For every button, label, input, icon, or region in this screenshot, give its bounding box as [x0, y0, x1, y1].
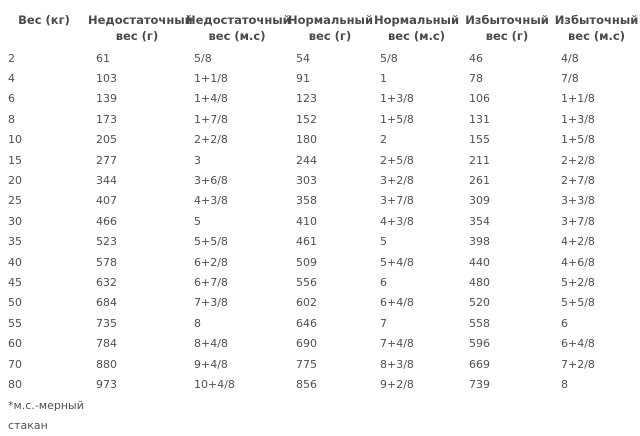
footnote-line-2: стакан — [8, 419, 48, 432]
table-cell: 60 — [8, 337, 22, 351]
table-cell: 244 — [296, 153, 317, 167]
column-header-line: Избыточный — [554, 13, 639, 27]
table-row — [0, 48, 640, 68]
table-cell: 358 — [296, 194, 317, 208]
table-cell: 1+4/8 — [194, 92, 228, 106]
table-row — [0, 211, 640, 231]
table-cell: 6+4/8 — [561, 337, 595, 351]
table-cell: 131 — [469, 112, 490, 126]
table-cell: 407 — [96, 194, 117, 208]
table-row — [0, 252, 640, 272]
table-cell: 46 — [469, 51, 483, 65]
table-cell: 91 — [296, 72, 310, 86]
table-cell: 35 — [8, 235, 22, 249]
column-header-line: вес (г) — [485, 29, 529, 43]
table-cell: 70 — [8, 357, 22, 371]
table-cell: 2+2/8 — [561, 153, 595, 167]
table-cell: 4/8 — [561, 51, 579, 65]
table-cell: 152 — [296, 112, 317, 126]
table-cell: 344 — [96, 174, 117, 188]
column-header-line: Вес (кг) — [18, 13, 70, 27]
table-cell: 523 — [96, 235, 117, 249]
table-cell: 9+4/8 — [194, 357, 228, 371]
table-cell: 7+2/8 — [561, 357, 595, 371]
table-cell: 669 — [469, 357, 490, 371]
table-cell: 3+2/8 — [380, 174, 414, 188]
table-cell: 578 — [96, 255, 117, 269]
table-cell: 556 — [296, 275, 317, 289]
table-cell: 5+2/8 — [561, 275, 595, 289]
table-cell: 277 — [96, 153, 117, 167]
table-cell: 466 — [96, 214, 117, 228]
table-header — [0, 0, 640, 48]
table-row — [0, 170, 640, 190]
table-cell: 303 — [296, 174, 317, 188]
header-row — [0, 0, 640, 48]
table-cell: 596 — [469, 337, 490, 351]
table-cell: 61 — [96, 51, 110, 65]
table-cell: 180 — [296, 133, 317, 147]
table-cell: 8 — [561, 377, 568, 391]
table-cell: 205 — [96, 133, 117, 147]
column-header-line: Недостаточный — [88, 13, 193, 27]
table-cell: 7 — [380, 316, 387, 330]
table-cell: 602 — [296, 296, 317, 310]
table-row — [0, 313, 640, 333]
table-cell: 20 — [8, 174, 22, 188]
table-cell: 103 — [96, 72, 117, 86]
table-cell: 5+5/8 — [561, 296, 595, 310]
table-cell: 775 — [296, 357, 317, 371]
column-header-line: Нормальный — [288, 13, 374, 27]
table-cell: 1+1/8 — [194, 72, 228, 86]
column-header-line: Нормальный — [373, 13, 459, 27]
table-cell: 509 — [296, 255, 317, 269]
column-header-line: вес (м.с) — [388, 29, 445, 43]
table-cell: 139 — [96, 92, 117, 106]
table-cell: 784 — [96, 337, 117, 351]
table-cell: 632 — [96, 275, 117, 289]
table-cell: 45 — [8, 275, 22, 289]
table-cell: 5+4/8 — [380, 255, 414, 269]
table-cell: 30 — [8, 214, 22, 228]
table-cell: 6+4/8 — [380, 296, 414, 310]
table-cell: 8+3/8 — [380, 357, 414, 371]
table-row — [0, 130, 640, 150]
table-cell: 2+5/8 — [380, 153, 414, 167]
table-cell: 4+3/8 — [194, 194, 228, 208]
table-cell: 309 — [469, 194, 490, 208]
table-cell: 78 — [469, 72, 483, 86]
column-header-line: вес (м.с) — [568, 29, 625, 43]
table-row — [0, 68, 640, 88]
table-cell: 5+5/8 — [194, 235, 228, 249]
table-cell: 55 — [8, 316, 22, 330]
column-header-1 — [88, 0, 193, 48]
column-header-3 — [288, 0, 372, 48]
table-cell: 4+3/8 — [380, 214, 414, 228]
column-header-0 — [0, 0, 88, 48]
table-cell: 1+1/8 — [561, 92, 595, 106]
table-cell: 440 — [469, 255, 490, 269]
table-row — [0, 232, 640, 252]
column-header-line: вес (м.с) — [208, 29, 266, 43]
table-row — [0, 89, 640, 109]
table-cell: 8+4/8 — [194, 337, 228, 351]
table-cell: 8 — [8, 112, 15, 126]
table-cell: 1 — [380, 72, 387, 86]
column-header-5 — [461, 0, 553, 48]
table-cell: 1+3/8 — [380, 92, 414, 106]
table-cell: 54 — [296, 51, 310, 65]
table-cell: 973 — [96, 377, 117, 391]
table-cell: 3+7/8 — [561, 214, 595, 228]
table-cell: 3+6/8 — [194, 174, 228, 188]
table-row — [0, 191, 640, 211]
table-cell: 480 — [469, 275, 490, 289]
column-header-line: вес (г) — [115, 29, 159, 43]
table-cell: 1+5/8 — [561, 133, 595, 147]
table-cell: 684 — [96, 296, 117, 310]
table-cell: 520 — [469, 296, 490, 310]
table-cell: 155 — [469, 133, 490, 147]
table-cell: 2+2/8 — [194, 133, 228, 147]
table-cell: 5 — [380, 235, 387, 249]
table-cell: 7+4/8 — [380, 337, 414, 351]
table-cell: 9+2/8 — [380, 377, 414, 391]
table-cell: 3 — [194, 153, 201, 167]
table-cell: 5/8 — [380, 51, 398, 65]
table-cell: 6 — [380, 275, 387, 289]
table-row — [0, 109, 640, 129]
table-cell: 40 — [8, 255, 22, 269]
table-cell: 354 — [469, 214, 490, 228]
table-cell: 2 — [380, 133, 387, 147]
table-cell: 5/8 — [194, 51, 212, 65]
table-cell: 3+3/8 — [561, 194, 595, 208]
table-cell: 1+3/8 — [561, 112, 595, 126]
table-cell: 398 — [469, 235, 490, 249]
table-cell: 646 — [296, 316, 317, 330]
column-header-2 — [186, 0, 291, 48]
table-cell: 4 — [8, 72, 15, 86]
table-cell: 80 — [8, 377, 22, 391]
table-cell: 690 — [296, 337, 317, 351]
table-cell: 461 — [296, 235, 317, 249]
column-header-line: Недостаточный — [186, 13, 291, 27]
table-cell: 15 — [8, 153, 22, 167]
table-cell: 5 — [194, 214, 201, 228]
table-cell: 261 — [469, 174, 490, 188]
table-cell: 2+7/8 — [561, 174, 595, 188]
table-cell: 7+3/8 — [194, 296, 228, 310]
table-cell: 1+5/8 — [380, 112, 414, 126]
table-row — [0, 272, 640, 292]
table-cell: 25 — [8, 194, 22, 208]
table-cell: 6+2/8 — [194, 255, 228, 269]
table-cell: 10 — [8, 133, 22, 147]
column-header-4 — [372, 0, 461, 48]
table-body — [0, 48, 640, 395]
table-cell: 106 — [469, 92, 490, 106]
table-cell: 880 — [96, 357, 117, 371]
table-cell: 856 — [296, 377, 317, 391]
table-cell: 50 — [8, 296, 22, 310]
table-cell: 6 — [8, 92, 15, 106]
table-cell: 2 — [8, 51, 15, 65]
table-cell: 8 — [194, 316, 201, 330]
table-cell: 10+4/8 — [194, 377, 235, 391]
table-cell: 410 — [296, 214, 317, 228]
table-cell: 4+6/8 — [561, 255, 595, 269]
column-header-line: Избыточный — [465, 13, 549, 27]
table-row — [0, 333, 640, 353]
table-cell: 735 — [96, 316, 117, 330]
table-cell: 7/8 — [561, 72, 579, 86]
table-row — [0, 293, 640, 313]
table-cell: 6+7/8 — [194, 275, 228, 289]
table-row — [0, 150, 640, 170]
table-row — [0, 354, 640, 374]
table-cell: 173 — [96, 112, 117, 126]
table-row — [0, 374, 640, 394]
table-cell: 4+2/8 — [561, 235, 595, 249]
table-cell: 739 — [469, 377, 490, 391]
table-cell: 558 — [469, 316, 490, 330]
table-cell: 123 — [296, 92, 317, 106]
footnote — [8, 396, 118, 436]
table-cell: 211 — [469, 153, 490, 167]
table-cell: 3+7/8 — [380, 194, 414, 208]
table-cell: 6 — [561, 316, 568, 330]
table-cell: 1+7/8 — [194, 112, 228, 126]
column-header-line: вес (г) — [308, 29, 352, 43]
footnote-line-1: *м.с.-мерный — [8, 399, 84, 412]
column-header-6 — [553, 0, 640, 48]
